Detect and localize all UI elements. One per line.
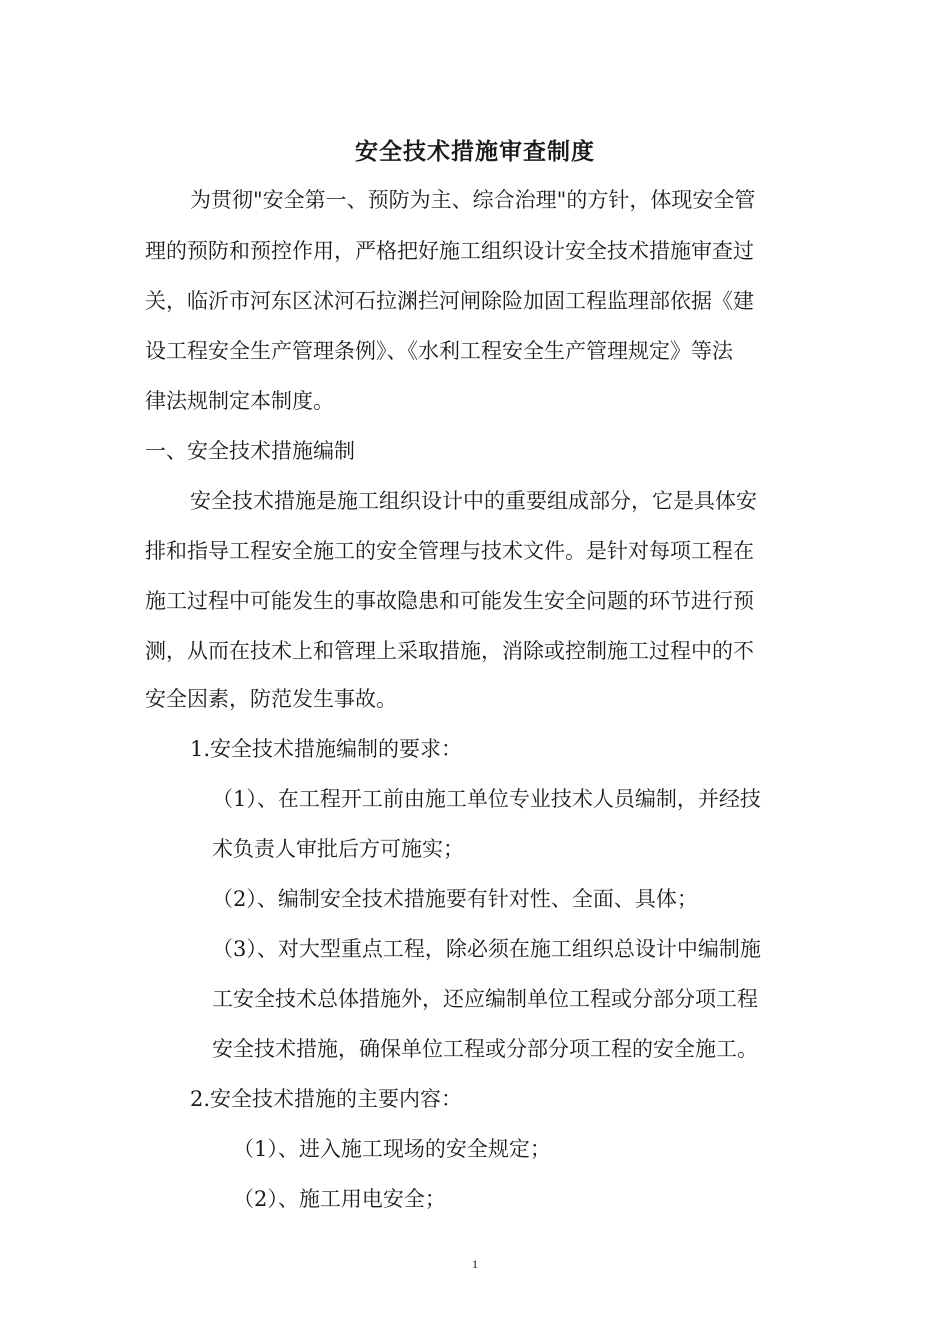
subsection-heading: 2.安全技术措施的主要内容： (190, 1087, 463, 1111)
paragraph-line: 施工过程中可能发生的事故隐患和可能发生安全问题的环节进行预 (145, 589, 754, 613)
list-item-line: （1）、在工程开工前由施工单位专业技术人员编制，并经技 (212, 787, 761, 811)
paragraph-line: 关，临沂市河东区沭河石拉渊拦河闸除险加固工程监理部依据《建 (145, 289, 754, 313)
document-title: 安全技术措施审查制度 (355, 138, 595, 165)
list-item-line: 安全技术措施，确保单位工程或分部分项工程的安全施工。 (212, 1037, 758, 1061)
paragraph-line: 排和指导工程安全施工的安全管理与技术文件。是针对每项工程在 (145, 539, 754, 563)
list-item-line: 工安全技术总体措施外，还应编制单位工程或分部分项工程 (212, 987, 758, 1011)
paragraph-line: 设工程安全生产管理条例》、《水利工程安全生产管理规定》等法 (145, 339, 733, 363)
paragraph-line: 理的预防和预控作用，严格把好施工组织设计安全技术措施审查过 (145, 239, 754, 263)
page-number: 1 (472, 1257, 478, 1271)
list-item-line: （2）、施工用电安全； (233, 1187, 446, 1211)
list-item-line: （2）、编制安全技术措施要有针对性、全面、具体； (212, 887, 698, 911)
subsection-heading: 1.安全技术措施编制的要求： (190, 737, 463, 761)
paragraph-line: 安全技术措施是施工组织设计中的重要组成部分，它是具体安 (190, 489, 757, 513)
paragraph-line: 律法规制定本制度。 (145, 389, 334, 413)
paragraph-line: 为贯彻"安全第一、预防为主、综合治理"的方针，体现安全管 (190, 188, 756, 212)
list-item-line: （1）、进入施工现场的安全规定； (233, 1137, 551, 1161)
section-heading: 一、安全技术措施编制 (145, 439, 355, 463)
paragraph-line: 安全因素，防范发生事故。 (145, 687, 397, 711)
paragraph-line: 测，从而在技术上和管理上采取措施，消除或控制施工过程中的不 (145, 639, 754, 663)
list-item-line: （3）、对大型重点工程，除必须在施工组织总设计中编制施 (212, 937, 761, 961)
list-item-line: 术负责人审批后方可施实； (212, 837, 464, 861)
